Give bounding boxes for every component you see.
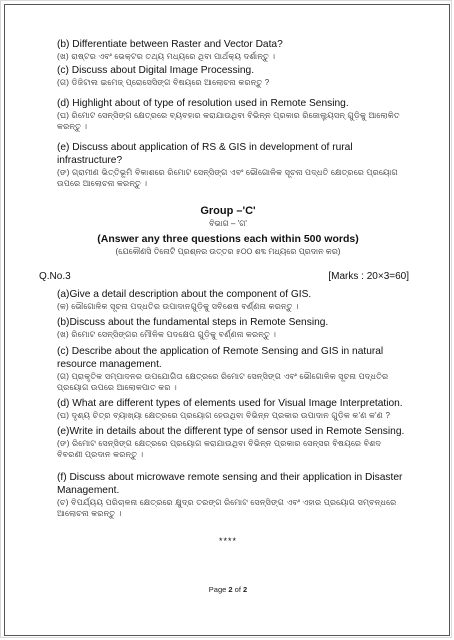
question-c [57, 64, 409, 88]
question-text: (d) Highlight about of type of resolution used in Remote Sensing. [57, 98, 349, 109]
marks: [Marks : 20×3=60] [328, 271, 409, 282]
question-text-odia: (ଗ) ଡିଜିଟାଲ ଇମେଜ୍ ପ୍ରୋସେସିଙ୍ଗ ବିଷୟରେ ଆଲୋଚନା କରନ୍ତୁ ? [57, 78, 270, 87]
question-d [57, 97, 409, 132]
question-text: (a)Give a detail description about the component of GIS. [57, 289, 312, 300]
question-text-odia: (ଙ) ରିମୋଟ ସେନ୍‌ସିଙ୍ଗ କ୍ଷେତ୍ରରେ ପ୍ରୟୋଗ କରାଯାଉଥିବା ବିଭିନ୍ନ ପ୍ରକାର ସେନ୍‌ସର ବିଷୟରେ ବିଶଦ ବିବରଣୀ ପ୍ରଦାନ କରନ୍ତୁ । [57, 439, 382, 459]
question-3a [57, 288, 409, 312]
end-stars: **** [218, 536, 237, 546]
question-text: (f) Discuss about microwave remote sensing and their application in Disaster Management. [57, 472, 403, 496]
question-text-odia: (ଖ) ରିମୋଟ ସେନ୍‌ସିଙ୍ଗର ମୌଳିକ ପଦକ୍ଷେପ ଗୁଡ଼ିକୁ ବର୍ଣ୍ଣନା କରନ୍ତୁ । [57, 330, 277, 339]
question-3d [57, 397, 409, 421]
question-text-odia: (ଙ) ଗ୍ରାମୀଣ ଭିତ୍ତିଭୂମି ବିକାଶରେ ରିମୋଟ ସେନ୍‌ସିଙ୍ଗ ଏବଂ ଭୌଗୋଳିକ ସୂଚନା ପଦ୍ଧତି କ୍ଷେତ୍ରରେ ପ୍ରୟୋଗ ଉପରେ ଆଲୋଚନା କରନ୍ତୁ । [57, 168, 398, 188]
group-title: Group –'C' [200, 205, 256, 217]
question-text: (e) Discuss about application of RS & GIS in development of rural infrastructure? [57, 142, 353, 166]
question-3f [57, 471, 409, 519]
question-text-odia: (ଘ) ଦୃଶ୍ୟ ଚିତ୍ର ବ୍ୟାଖ୍ୟା କ୍ଷେତ୍ରରେ ପ୍ରୟୋଗ ହେଉଥିବା ବିଭିନ୍ନ ପ୍ରକାର ଉପାଦାନ ଗୁଡ଼ିକ କ'ଣ କ'ଣ ? [57, 411, 391, 420]
question-text-odia: (ଖ) ରାଷ୍ଟର ଏବଂ ଭେକ୍ଟର ତଥ୍ୟ ମଧ୍ୟରେ ଥିବା ପାର୍ଥକ୍ୟ ଦର୍ଶାନ୍ତୁ । [57, 52, 276, 61]
question-text-odia: (ଘ) ରିମୋଟ ସେନ୍‌ସିଙ୍ଗ କ୍ଷେତ୍ରରେ ବ୍ୟବହାର କରାଯାଉଥିବା ବିଭିନ୍ନ ପ୍ରକାର ରିଜୋଲ୍ୟୁସନ୍ ଗୁଡ଼ିକୁ ଆଲୋକିତ କରନ୍ତୁ । [57, 111, 400, 131]
page-word: Page [208, 585, 229, 594]
question-text: (d) What are different types of elements used for Visual Image Interpretation. [57, 398, 403, 409]
question-text: (b)Discuss about the fundamental steps in Remote Sensing. [57, 317, 329, 328]
question-text-odia: (କ) ଭୌଗୋଳିକ ସୂଚନା ପଦ୍ଧତିର ଉପାଦାନଗୁଡ଼ିକୁ ସବିଶେଷ ବର୍ଣ୍ଣନା କରନ୍ତୁ । [57, 302, 299, 311]
question-text: (c) Discuss about Digital Image Processing. [57, 65, 255, 76]
total-pages: 2 [243, 585, 248, 594]
of-word: of [232, 585, 244, 594]
question-3c [57, 345, 409, 393]
question-3e [57, 425, 409, 460]
question-text: (b) Differentiate between Raster and Vector Data? [57, 39, 283, 50]
question-number: Q.No.3 [39, 271, 71, 282]
instruction: (Answer any three questions each within 500 words) [97, 233, 359, 245]
question-text: (c) Describe about the application of Remote Sensing and GIS in natural resource management. [57, 346, 384, 370]
question-b [57, 38, 409, 62]
page-footer [1, 585, 454, 594]
question-e [57, 141, 409, 189]
question-3b [57, 316, 409, 340]
current-page: 2 [228, 585, 233, 594]
question-text: (e)Write in details about the different type of sensor used in Remote Sensing. [57, 426, 405, 437]
question-text-odia: (ଚ) ବିପର୍ଯ୍ୟୟ ପରିଚାଳନା କ୍ଷେତ୍ରରେ କ୍ଷୁଦ୍ର ତରଙ୍ଗ ରିମୋଟ ସେନ୍‌ସିଙ୍ଗ ଏବଂ ଏହାର ପ୍ରୟୋଗ ସମ୍ବନ୍ଧରେ ଆଲୋଚନା କରନ୍ତୁ । [57, 498, 397, 518]
instruction-odia: (ଯେକୌଣସି ତିନୋଟି ପ୍ରଶ୍ନର ଉତ୍ତର ୫୦୦ ଶବ୍ଦ ମଧ୍ୟରେ ପ୍ରଦାନ କର) [115, 247, 341, 256]
question-text-odia: (ଗ) ପ୍ରାକୃତିକ ସମ୍ପାଦନର ଉପଯୋଗିତା କ୍ଷେତ୍ରରେ ରିମୋଟ ସେନ୍‌ସିଙ୍ଗ ଏବଂ ଭୌଗୋଳିକ ସୂଚନା ପଦ୍ଧତିର ପ୍ରୟୋଗ ଉପରେ ଆଲୋକପାତ କର । [57, 372, 389, 392]
group-title-odia: ବିଭାଗ – 'ଗ' [209, 219, 247, 228]
